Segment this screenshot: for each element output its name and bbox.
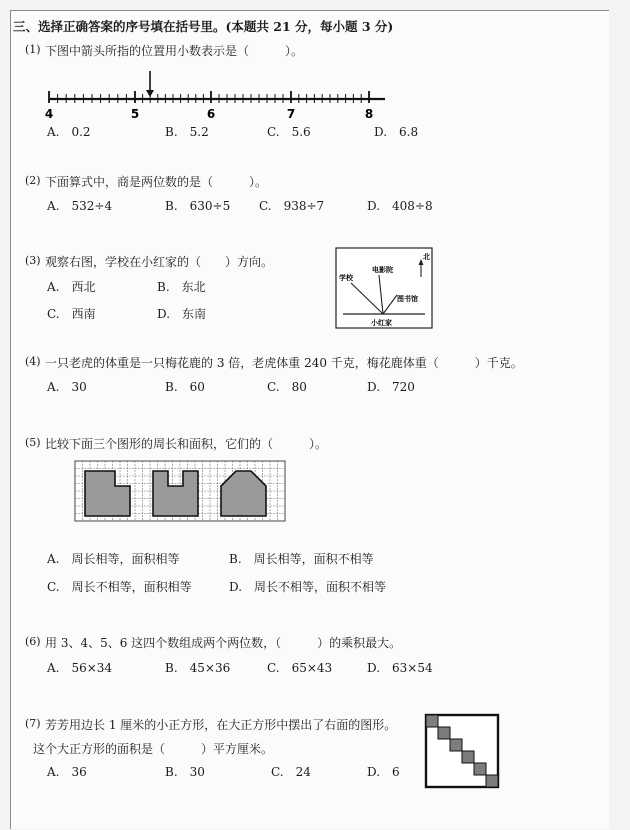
small-square [462, 751, 474, 763]
small-square [486, 775, 498, 787]
q7-stem-line2: 这个大正方形的面积是（ ）平方厘米。 [33, 742, 274, 756]
q2-option-c[interactable]: C. 938÷7 [259, 199, 325, 213]
section-title: 三、选择正确答案的序号填在括号里。(本题共 21 分，每小题 3 分) [13, 19, 394, 34]
small-square [426, 715, 438, 727]
q2-number: (2) [25, 174, 41, 187]
q5-option-d[interactable]: D. 周长不相等，面积不相等 [229, 580, 387, 594]
q5-option-a[interactable]: A. 周长相等，面积相等 [47, 552, 180, 566]
small-square [438, 727, 450, 739]
q2-option-a[interactable]: A. 532÷4 [47, 199, 113, 213]
three-shapes-grid [71, 458, 297, 526]
axis-label-8: 8 [364, 107, 374, 121]
q4-option-c[interactable]: C. 80 [267, 380, 307, 394]
q6-option-d[interactable]: D. 63×54 [367, 661, 433, 675]
q5-number: (5) [25, 436, 41, 449]
q7-option-d[interactable]: D. 6 [367, 765, 400, 779]
q3-option-a[interactable]: A. 西北 [47, 280, 96, 294]
q5-stem: 比较下面三个图形的周长和面积，它们的（ ）。 [45, 437, 328, 451]
q6-option-b[interactable]: B. 45×36 [165, 661, 231, 675]
worksheet-page [10, 10, 609, 829]
arrow-head-icon [146, 90, 154, 97]
small-square [450, 739, 462, 751]
small-square [474, 763, 486, 775]
q4-number: (4) [25, 355, 41, 368]
q4-stem: 一只老虎的体重是一只梅花鹿的 3 倍，老虎体重 240 千克，梅花鹿体重（ ）千克。 [45, 356, 523, 370]
map-label-library: 图书馆 [397, 295, 418, 303]
q1-option-c[interactable]: C. 5.6 [267, 125, 311, 139]
q6-option-c[interactable]: C. 65×43 [267, 661, 333, 675]
number-line [49, 71, 385, 103]
q6-stem: 用 3、4、5、6 这四个数组成两个两位数，（ ）的乘积最大。 [45, 636, 402, 650]
q4-option-d[interactable]: D. 720 [367, 380, 415, 394]
q3-stem: 观察右图，学校在小红家的（ ）方向。 [45, 255, 274, 269]
axis-label-4: 4 [45, 107, 54, 121]
q3-option-b[interactable]: B. 东北 [157, 280, 206, 294]
q4-option-b[interactable]: B. 60 [165, 380, 205, 394]
number-line-figure [45, 69, 395, 121]
q5-option-b[interactable]: B. 周长相等，面积不相等 [229, 552, 374, 566]
q1-option-a[interactable]: A. 0.2 [47, 125, 91, 139]
axis-label-7: 7 [286, 107, 296, 121]
axis-label-5: 5 [130, 107, 140, 121]
q2-option-b[interactable]: B. 630÷5 [165, 199, 231, 213]
direction-map [335, 247, 435, 331]
map-label-home: 小红家 [371, 319, 392, 327]
q3-option-c[interactable]: C. 西南 [47, 307, 96, 321]
q2-option-d[interactable]: D. 408÷8 [367, 199, 433, 213]
q6-option-a[interactable]: A. 56×34 [47, 661, 113, 675]
q7-stem: 芳芳用边长 1 厘米的小正方形，在大正方形中摆出了右面的图形。 [45, 718, 397, 732]
map-label-cinema: 电影院 [372, 266, 393, 274]
q4-option-a[interactable]: A. 30 [47, 380, 87, 394]
q1-number: (1) [25, 43, 41, 56]
axis-label-6: 6 [206, 107, 216, 121]
q2-stem: 下面算式中，商是两位数的是（ ）。 [45, 175, 268, 189]
q6-number: (6) [25, 635, 41, 648]
map-label-school: 学校 [339, 274, 353, 282]
q1-option-d[interactable]: D. 6.8 [374, 125, 419, 139]
q3-option-d[interactable]: D. 东南 [157, 307, 207, 321]
q5-option-c[interactable]: C. 周长不相等，面积相等 [47, 580, 192, 594]
q1-stem: 下图中箭头所指的位置用小数表示是（ ）。 [45, 44, 304, 58]
map-label-north: 北 [423, 253, 430, 261]
staircase-square-figure [424, 713, 502, 791]
q7-option-b[interactable]: B. 30 [165, 765, 205, 779]
q7-option-a[interactable]: A. 36 [47, 765, 87, 779]
q3-number: (3) [25, 254, 41, 267]
q7-number: (7) [25, 717, 41, 730]
q1-option-b[interactable]: B. 5.2 [165, 125, 209, 139]
q7-option-c[interactable]: C. 24 [271, 765, 311, 779]
